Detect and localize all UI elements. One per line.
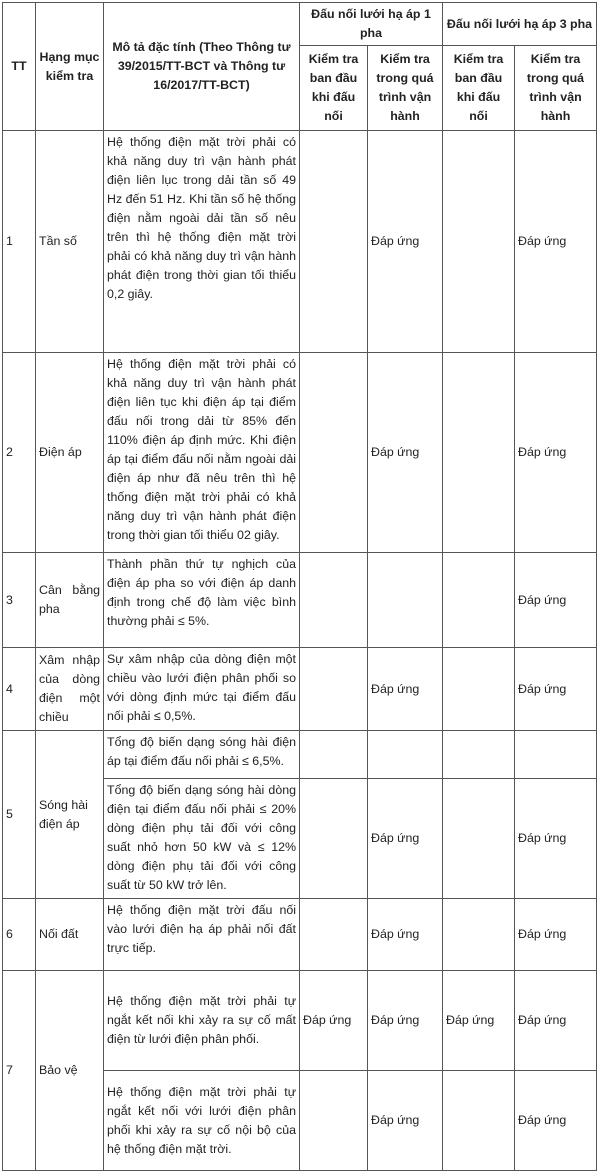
cell-3pha-initial [443, 648, 515, 731]
row-description: Sự xâm nhập của dòng điện một chiều vào lưới điện phân phối so với dòng định mức tại điểm đấu nối phải ≤ 0,5%. [104, 648, 300, 731]
header-group-1pha: Đấu nối lưới hạ áp 1 pha [300, 3, 443, 46]
cell-3pha-initial [443, 131, 515, 353]
cell-3pha-operation: Đáp ứng [515, 899, 597, 971]
cell-1pha-operation: Đáp ứng [368, 131, 443, 353]
row-category: Nối đất [36, 899, 104, 971]
inspection-table [2, 2, 597, 1171]
table-row-6 [3, 899, 597, 971]
cell-3pha-initial [443, 353, 515, 553]
table-row-5a [3, 731, 597, 779]
cell-1pha-operation: Đáp ứng [368, 1071, 443, 1171]
row-description: Hệ thống điện mặt trời phải có khả năng duy trì vận hành phát điện liên lục trong dải tần số 49 Hz đến 51 Hz. Khi tần số hệ thống điện nằm ngoài dải tần số nêu trên thì hệ thống điện mặt trời phải có khả năng duy trì vận hành phát điện trong thời gian tối thiểu 0,2 giây. [104, 131, 300, 353]
cell-1pha-initial: Đáp ứng [300, 971, 368, 1071]
cell-1pha-operation: Đáp ứng [368, 779, 443, 899]
cell-3pha-initial [443, 1071, 515, 1171]
cell-1pha-initial [300, 779, 368, 899]
row-number: 5 [3, 731, 36, 899]
row-category: Sóng hài điện áp [36, 731, 104, 899]
row-number: 4 [3, 648, 36, 731]
row-number: 6 [3, 899, 36, 971]
header-1pha-initial-check: Kiểm tra ban đầu khi đấu nối [300, 46, 368, 131]
cell-3pha-initial [443, 731, 515, 779]
cell-1pha-operation: Đáp ứng [368, 648, 443, 731]
header-description: Mô tả đặc tính (Theo Thông tư 39/2015/TT-BCT và Thông tư 16/2017/TT-BCT) [104, 3, 300, 131]
table-row-2 [3, 353, 597, 553]
row-description: Tổng độ biến dạng sóng hài điện áp tại điểm đấu nối phải ≤ 6,5%. [104, 731, 300, 779]
row-number: 3 [3, 553, 36, 648]
cell-3pha-operation: Đáp ứng [515, 971, 597, 1071]
header-group-3pha: Đấu nối lưới hạ áp 3 pha [443, 3, 597, 46]
cell-1pha-initial [300, 899, 368, 971]
cell-1pha-initial [300, 731, 368, 779]
row-number: 2 [3, 353, 36, 553]
row-category: Bảo vệ [36, 971, 104, 1171]
table-row-7a [3, 971, 597, 1071]
row-description: Hệ thống điện mặt trời phải tự ngắt kết nối khi xảy ra sự cố mất điện từ lưới điện phân phối. [104, 971, 300, 1071]
cell-3pha-initial [443, 899, 515, 971]
cell-3pha-initial [443, 553, 515, 648]
cell-1pha-operation: Đáp ứng [368, 899, 443, 971]
row-number: 1 [3, 131, 36, 353]
cell-3pha-initial: Đáp ứng [443, 971, 515, 1071]
row-category: Cân bằng pha [36, 553, 104, 648]
row-description: Thành phần thứ tự nghịch của điện áp pha so với điện áp danh định trong chế độ làm việc bình thường phải ≤ 5%. [104, 553, 300, 648]
table-row-3 [3, 553, 597, 648]
cell-3pha-operation: Đáp ứng [515, 779, 597, 899]
header-1pha-operation-check: Kiểm tra trong quá trình vận hành [368, 46, 443, 131]
header-category: Hạng mục kiểm tra [36, 3, 104, 131]
cell-3pha-operation [515, 731, 597, 779]
row-category: Xâm nhập của dòng điện một chiều [36, 648, 104, 731]
row-description: Hệ thống điện mặt trời phải có khả năng duy trì vận hành phát điện liên tục khi điện áp tại điểm đấu nối trong dải từ 85% đến 110% điện áp định mức. Khi điện áp tại điểm đấu nối nằm ngoài dải điện áp như đã nêu trên thì hệ thống điện mặt trời phải có khả năng duy trì vận hành phát điện trong thời gian tối thiểu 02 giây. [104, 353, 300, 553]
cell-3pha-operation: Đáp ứng [515, 553, 597, 648]
table-row-4 [3, 648, 597, 731]
row-description: Hệ thống điện mặt trời phải tự ngắt kết nối với lưới điện phân phối khi xảy ra sự cố nội bộ của hệ thống điện mặt trời. [104, 1071, 300, 1171]
cell-1pha-initial [300, 131, 368, 353]
header-tt: TT [3, 3, 36, 131]
table-row-1 [3, 131, 597, 353]
cell-1pha-initial [300, 553, 368, 648]
cell-1pha-operation [368, 731, 443, 779]
cell-1pha-initial [300, 1071, 368, 1171]
cell-3pha-initial [443, 779, 515, 899]
cell-1pha-operation: Đáp ứng [368, 353, 443, 553]
cell-1pha-operation [368, 553, 443, 648]
cell-1pha-initial [300, 648, 368, 731]
row-category: Tần số [36, 131, 104, 353]
row-description: Tổng độ biến dạng sóng hài dòng điện tại điểm đấu nối phải ≤ 20% dòng điện phụ tải đối với công suất nhỏ hơn 50 kW và ≤ 12% dòng điện phụ tải đối với công suất từ 50 kW trở lên. [104, 779, 300, 899]
row-number: 7 [3, 971, 36, 1171]
row-description: Hệ thống điện mặt trời đấu nối vào lưới điện hạ áp phải nối đất trực tiếp. [104, 899, 300, 971]
cell-3pha-operation: Đáp ứng [515, 131, 597, 353]
cell-1pha-operation: Đáp ứng [368, 971, 443, 1071]
cell-3pha-operation: Đáp ứng [515, 648, 597, 731]
header-3pha-operation-check: Kiểm tra trong quá trình vận hành [515, 46, 597, 131]
row-category: Điện áp [36, 353, 104, 553]
cell-1pha-initial [300, 353, 368, 553]
cell-3pha-operation: Đáp ứng [515, 1071, 597, 1171]
cell-3pha-operation: Đáp ứng [515, 353, 597, 553]
header-3pha-initial-check: Kiểm tra ban đầu khi đấu nối [443, 46, 515, 131]
